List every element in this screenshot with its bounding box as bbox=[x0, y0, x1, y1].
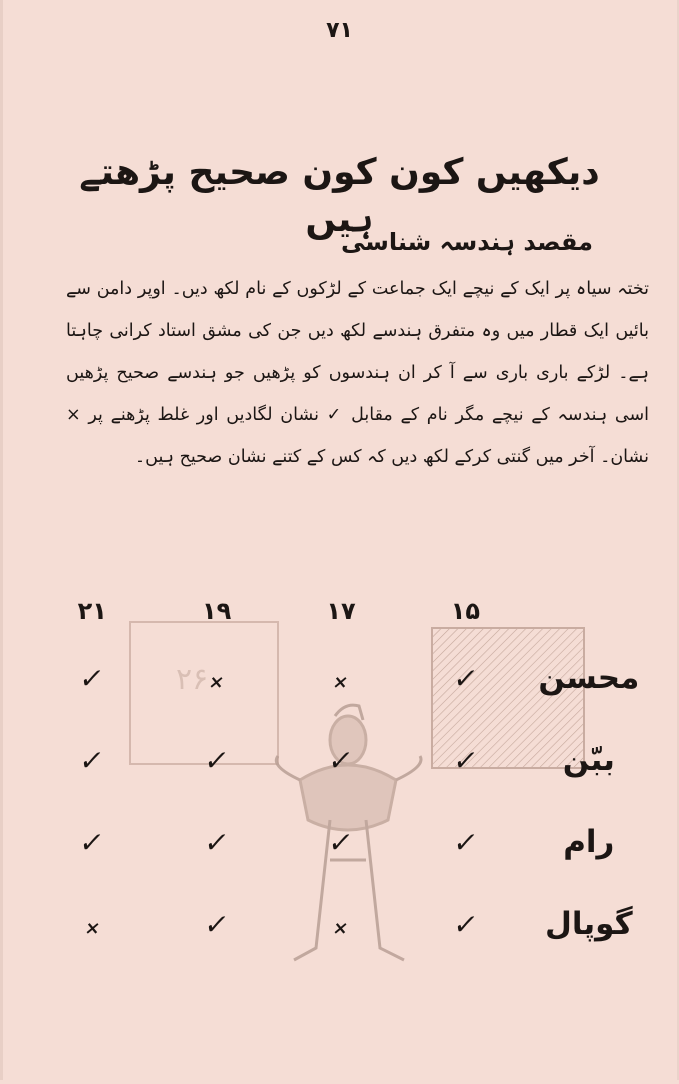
cross-mark: × bbox=[207, 671, 227, 693]
tick-mark: ✓ bbox=[77, 825, 107, 859]
score-grid bbox=[30, 585, 650, 965]
mark-cell bbox=[403, 883, 527, 965]
instructions-paragraph bbox=[66, 268, 649, 478]
cross-mark: × bbox=[82, 917, 102, 939]
mark-cell bbox=[30, 801, 154, 883]
student-name: گوپال bbox=[544, 906, 633, 942]
student-name: رام bbox=[563, 824, 615, 860]
mark-cell bbox=[154, 801, 278, 883]
mark-cell bbox=[403, 637, 527, 719]
tick-mark: ✓ bbox=[450, 661, 481, 695]
number-header: ۲۱ bbox=[77, 597, 107, 625]
mark-cell bbox=[30, 637, 154, 719]
tick-mark: ✓ bbox=[326, 825, 356, 859]
page-title: دیکھیں کون کون صحیح پڑھتے ہیں bbox=[79, 152, 600, 240]
student-row bbox=[30, 801, 650, 883]
section-subtitle: مقصد ہندسہ شناسی bbox=[340, 228, 593, 256]
tick-mark: ✓ bbox=[77, 661, 107, 695]
numbers-row bbox=[30, 585, 650, 637]
mark-cell bbox=[154, 883, 278, 965]
tick-mark: ✓ bbox=[201, 743, 232, 777]
cross-mark: × bbox=[331, 671, 351, 693]
tick-mark: ✓ bbox=[77, 743, 107, 777]
student-row bbox=[30, 719, 650, 801]
mark-cell bbox=[154, 637, 278, 719]
tick-mark: ✓ bbox=[450, 743, 481, 777]
student-name: ببّن bbox=[562, 742, 615, 778]
student-row bbox=[30, 637, 650, 719]
mark-cell bbox=[403, 719, 527, 801]
mark-cell bbox=[30, 883, 154, 965]
name-header-blank bbox=[528, 585, 650, 637]
mark-cell bbox=[279, 801, 403, 883]
mark-cell bbox=[279, 637, 403, 719]
tick-mark: ✓ bbox=[201, 907, 232, 941]
page-number: ۷۱ bbox=[326, 18, 353, 43]
tick-mark: ✓ bbox=[201, 825, 232, 859]
number-header: ۱۹ bbox=[201, 597, 232, 625]
board-number: ۲۶ bbox=[176, 662, 209, 697]
student-row bbox=[30, 883, 650, 965]
mark-cell bbox=[403, 801, 527, 883]
mark-cell bbox=[279, 719, 403, 801]
tick-mark: ✓ bbox=[326, 743, 356, 777]
instructions-text: تختہ سیاہ پر ایک کے نیچے ایک جماعت کے لڑکوں کے نام لکھ دیں۔ اوپر دامن سے بائیں ایک قطار میں وہ متفرق ہندسے لکھ دیں جن کی مشق استاد کرانی چاہتا ہے۔ لڑکے باری باری سے آ کر ان ہندسوں کو پڑھیں جو ہندسے صحیح پڑھیں اسی ہندسہ کے نیچے مگر نام کے مقابل ✓ نشان لگادیں اور غلط پڑھنے پر × نشان۔ آخر میں گنتی کرکے لکھ دیں کہ کس کے کتنے نشان صحیح ہیں۔ bbox=[66, 279, 649, 467]
mark-cell bbox=[279, 883, 403, 965]
cross-mark: × bbox=[331, 917, 351, 939]
tick-mark: ✓ bbox=[450, 907, 481, 941]
mark-cell bbox=[30, 719, 154, 801]
number-header: ۱۷ bbox=[326, 597, 356, 625]
mark-cell bbox=[154, 719, 278, 801]
student-name: محسن bbox=[538, 660, 640, 696]
number-header: ۱۵ bbox=[450, 597, 481, 625]
tick-mark: ✓ bbox=[450, 825, 481, 859]
